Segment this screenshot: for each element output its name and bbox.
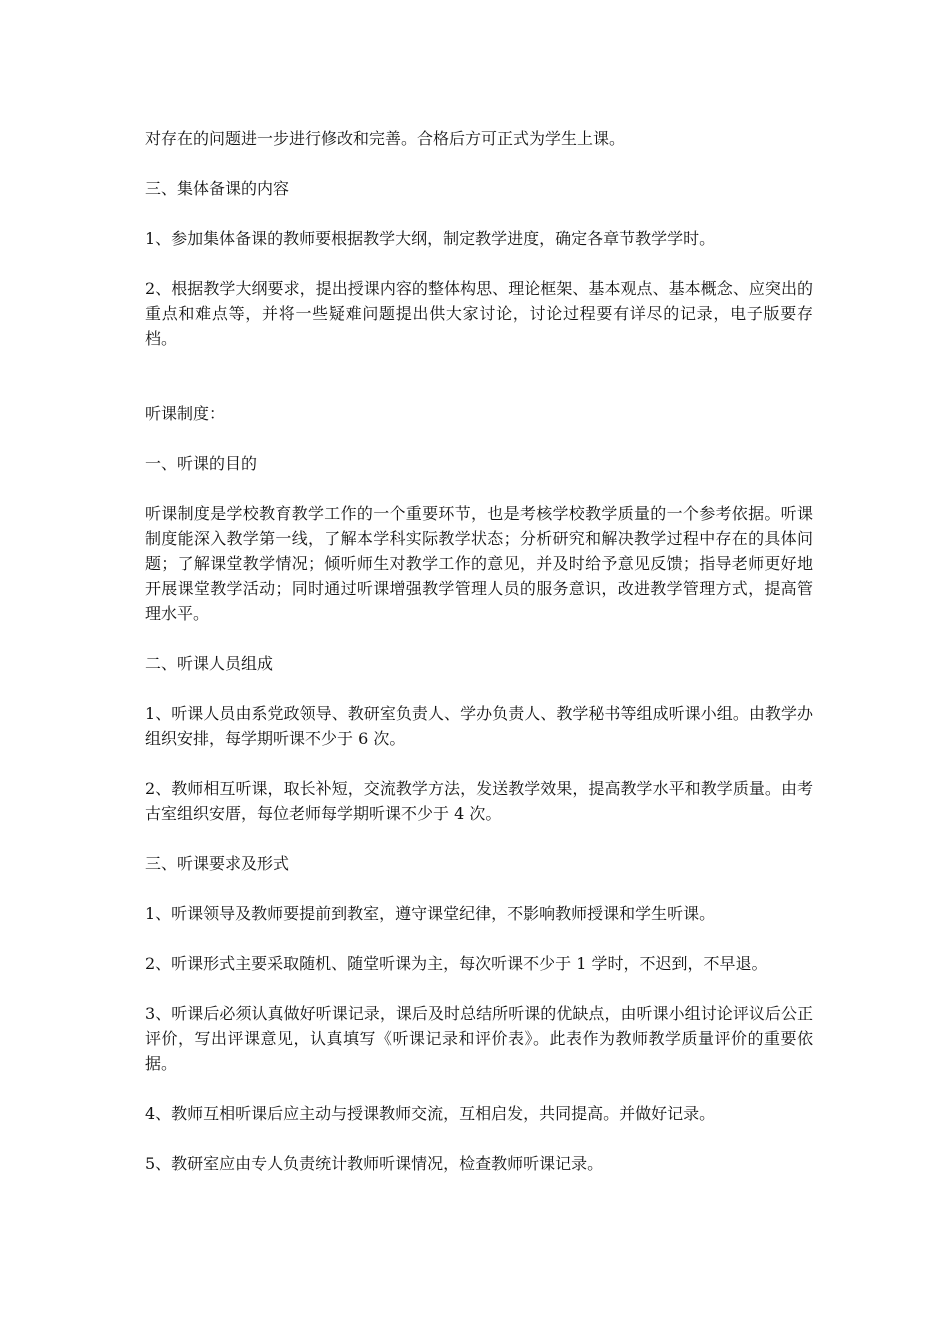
paragraph-requirement-item-5: 5、教研室应由专人负责统计教师听课情况，检查教师听课记录。 [145,1154,604,1173]
paragraph-requirement-item-1: 1、听课领导及教师要提前到教室，遵守课堂纪律，不影响教师授课和学生听课。 [145,904,716,923]
paragraph-prep-item-2: 2、根据教学大纲要求，提出授课内容的整体构思、理论框架、基本观点、基本概念、应突出的重点和难点等，并将一些疑难问题提出供大家讨论，讨论过程要有详尽的记录，电子版要存档。 [145,279,813,348]
heading-observation-requirements: 三、听课要求及形式 [145,854,290,873]
paragraph-prep-item-1: 1、参加集体备课的教师要根据教学大纲，制定教学进度，确定各章节教学学时。 [145,229,716,248]
heading-collective-prep-content: 三、集体备课的内容 [145,179,290,198]
heading-observation-purpose: 一、听课的目的 [145,454,258,473]
section-title-lecture-observation: 听课制度： [145,404,226,423]
paragraph-revision-note: 对存在的问题进一步进行修改和完善。合格后方可正式为学生上课。 [145,129,626,148]
paragraph-requirement-item-4: 4、教师互相听课后应主动与授课教师交流，互相启发，共同提高。并做好记录。 [145,1104,716,1123]
paragraph-observation-purpose: 听课制度是学校教育教学工作的一个重要环节，也是考核学校教学质量的一个参考依据。听课制度能深入教学第一线，了解本学科实际教学状态；分析研究和解决教学过程中存在的具体问题；了解课堂教学情况；倾听师生对教学工作的意见，并及时给予意见反馈；指导老师更好地开展课堂教学活动；同时通过听课增强教学管理人员的服务意识，改进教学管理方式，提高管理水平。 [145,504,813,623]
paragraph-composition-item-1: 1、听课人员由系党政领导、教研室负责人、学办负责人、教学秘书等组成听课小组。由教学办组织安排，每学期听课不少于 6 次。 [145,704,813,748]
document-body [145,126,813,1201]
paragraph-requirement-item-2: 2、听课形式主要采取随机、随堂听课为主，每次听课不少于 1 学时，不迟到，不早退。 [145,954,768,973]
paragraph-composition-item-2: 2、教师相互听课，取长补短，交流教学方法，发送教学效果，提高教学水平和教学质量。由考古室组织安厝，每位老师每学期听课不少于 4 次。 [145,779,813,823]
paragraph-requirement-item-3: 3、听课后必须认真做好听课记录，课后及时总结所听课的优缺点，由听课小组讨论评议后公正评价，写出评课意见，认真填写《听课记录和评价表》。此表作为教师教学质量评价的重要依据。 [145,1004,813,1073]
heading-observer-composition: 二、听课人员组成 [145,654,274,673]
